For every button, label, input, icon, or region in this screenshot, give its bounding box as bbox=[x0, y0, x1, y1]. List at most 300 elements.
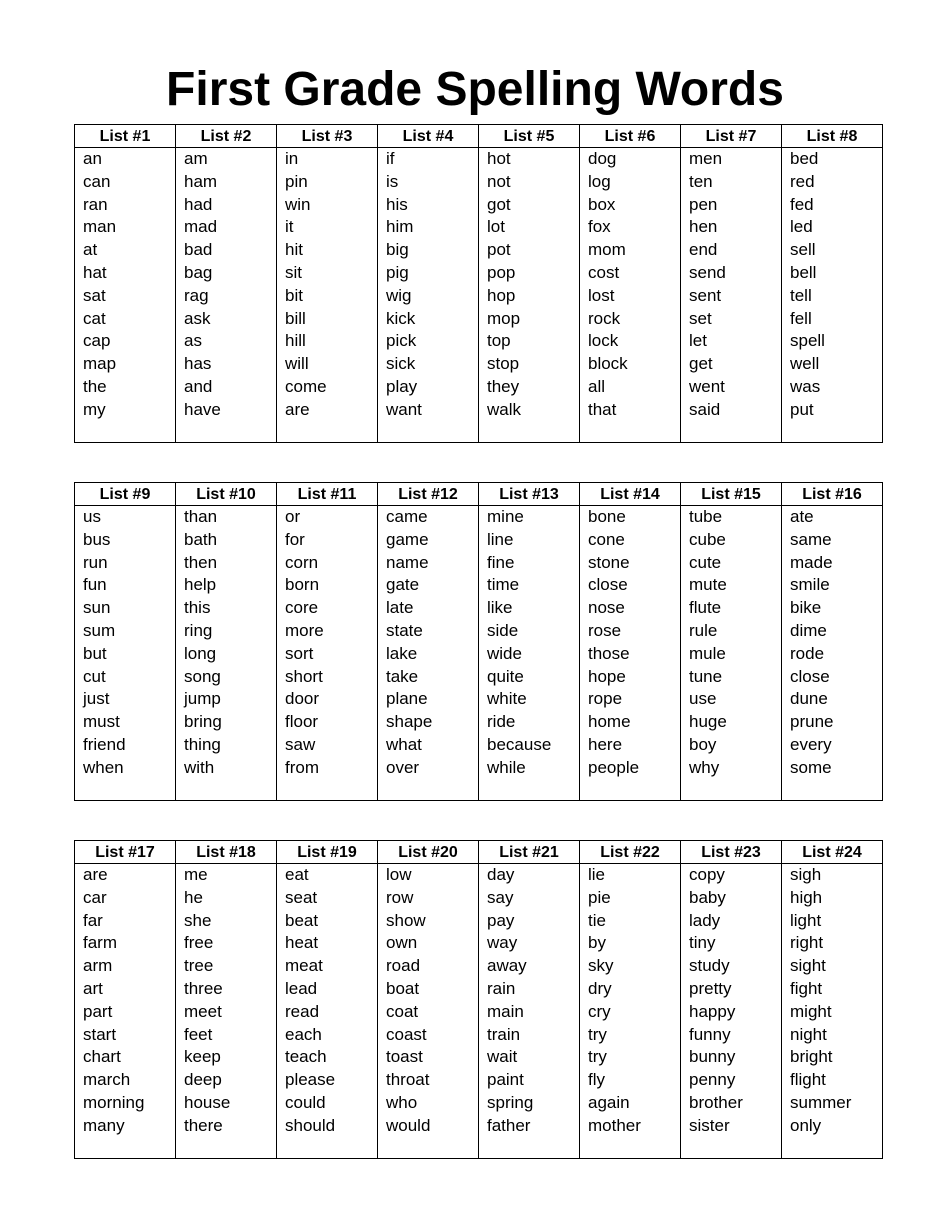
spelling-word: sell bbox=[790, 240, 816, 260]
spelling-table-2 bbox=[74, 482, 883, 801]
list-header: List #12 bbox=[378, 483, 479, 506]
spelling-word: map bbox=[83, 354, 117, 374]
spelling-word: mad bbox=[184, 217, 218, 237]
list-header: List #16 bbox=[782, 483, 883, 506]
spelling-word: fly bbox=[588, 1070, 605, 1090]
spelling-word: let bbox=[689, 331, 707, 351]
spelling-word: floor bbox=[285, 712, 319, 732]
spelling-word: smile bbox=[790, 575, 830, 595]
spelling-word: in bbox=[285, 149, 299, 168]
spelling-word: fox bbox=[588, 217, 611, 237]
table-words-row bbox=[75, 506, 883, 801]
spelling-word: close bbox=[790, 666, 830, 686]
spelling-word: meat bbox=[285, 956, 323, 976]
word-column bbox=[277, 506, 378, 801]
spelling-word: end bbox=[689, 240, 718, 260]
spelling-word: hope bbox=[588, 666, 626, 686]
spelling-word: am bbox=[184, 149, 208, 168]
spelling-word: well bbox=[790, 354, 820, 374]
spelling-word: each bbox=[285, 1024, 322, 1044]
spelling-word: with bbox=[184, 757, 215, 777]
spelling-word: road bbox=[386, 956, 421, 976]
spelling-word: march bbox=[83, 1070, 131, 1090]
spelling-word: stone bbox=[588, 552, 630, 572]
spelling-word: own bbox=[386, 933, 418, 953]
spelling-word: bright bbox=[790, 1047, 833, 1067]
spelling-word: keep bbox=[184, 1047, 221, 1067]
spelling-table-3 bbox=[74, 840, 883, 1159]
spelling-word: him bbox=[386, 217, 414, 237]
spelling-word: bag bbox=[184, 262, 213, 282]
spelling-word: has bbox=[184, 354, 212, 374]
spelling-word: kick bbox=[386, 308, 416, 328]
spelling-word: chart bbox=[83, 1047, 121, 1067]
spelling-word: she bbox=[184, 910, 212, 930]
spelling-word: rain bbox=[487, 978, 516, 998]
spelling-word: low bbox=[386, 865, 412, 884]
spelling-word: penny bbox=[689, 1070, 736, 1090]
spelling-word: are bbox=[83, 865, 108, 884]
spelling-word: wig bbox=[386, 285, 412, 305]
spelling-word: and bbox=[184, 376, 213, 396]
spelling-word: same bbox=[790, 529, 832, 549]
spelling-word: short bbox=[285, 666, 323, 686]
list-header: List #13 bbox=[479, 483, 580, 506]
spelling-word: part bbox=[83, 1001, 113, 1021]
spelling-word: long bbox=[184, 643, 217, 663]
spelling-word: toast bbox=[386, 1047, 423, 1067]
spelling-word: lady bbox=[689, 910, 721, 930]
spelling-word: set bbox=[689, 308, 712, 328]
list-header: List #9 bbox=[75, 483, 176, 506]
spelling-word: cat bbox=[83, 308, 106, 328]
spelling-word: free bbox=[184, 933, 214, 953]
spelling-word: cute bbox=[689, 552, 722, 572]
spelling-word: said bbox=[689, 399, 721, 419]
spelling-word: rope bbox=[588, 689, 623, 709]
spelling-word: tube bbox=[689, 507, 723, 526]
spelling-word: ask bbox=[184, 308, 211, 328]
word-list bbox=[378, 148, 478, 422]
spelling-word: over bbox=[386, 757, 420, 777]
word-list bbox=[479, 864, 579, 1138]
word-list bbox=[277, 148, 377, 422]
list-header: List #23 bbox=[681, 841, 782, 864]
spelling-word: pin bbox=[285, 171, 308, 191]
spelling-word: spring bbox=[487, 1092, 534, 1112]
word-column bbox=[580, 864, 681, 1159]
spelling-word: red bbox=[790, 171, 815, 191]
spelling-word: just bbox=[83, 689, 110, 709]
spelling-word: train bbox=[487, 1024, 521, 1044]
spelling-word: away bbox=[487, 956, 527, 976]
spelling-word: tie bbox=[588, 910, 606, 930]
spelling-word: here bbox=[588, 734, 623, 754]
spelling-word: more bbox=[285, 620, 324, 640]
word-column bbox=[176, 864, 277, 1159]
spelling-word: ten bbox=[689, 171, 713, 191]
list-header: List #22 bbox=[580, 841, 681, 864]
word-column bbox=[782, 506, 883, 801]
spelling-word: lock bbox=[588, 331, 619, 351]
list-header: List #17 bbox=[75, 841, 176, 864]
spelling-word: tree bbox=[184, 956, 214, 976]
spelling-word: bell bbox=[790, 262, 817, 282]
spelling-word: wait bbox=[487, 1047, 518, 1067]
spelling-word: dime bbox=[790, 620, 827, 640]
spelling-word: have bbox=[184, 399, 221, 419]
word-column bbox=[176, 148, 277, 443]
list-header: List #19 bbox=[277, 841, 378, 864]
word-column bbox=[782, 864, 883, 1159]
spelling-word: want bbox=[386, 399, 422, 419]
list-header: List #14 bbox=[580, 483, 681, 506]
spelling-word: rode bbox=[790, 643, 825, 663]
spelling-word: hat bbox=[83, 262, 107, 282]
list-header: List #11 bbox=[277, 483, 378, 506]
spelling-word: box bbox=[588, 194, 616, 214]
word-column bbox=[176, 506, 277, 801]
spelling-word: put bbox=[790, 399, 814, 419]
spelling-word: coast bbox=[386, 1024, 427, 1044]
spelling-word: time bbox=[487, 575, 520, 595]
spelling-table-1 bbox=[74, 124, 883, 443]
spelling-word: cut bbox=[83, 666, 106, 686]
spelling-word: pot bbox=[487, 240, 511, 260]
spelling-word: get bbox=[689, 354, 713, 374]
word-list bbox=[176, 148, 276, 422]
spelling-word: pie bbox=[588, 887, 611, 907]
spelling-word: mop bbox=[487, 308, 521, 328]
list-header: List #7 bbox=[681, 125, 782, 148]
word-list bbox=[277, 864, 377, 1138]
spelling-word: stop bbox=[487, 354, 520, 374]
spelling-word: lie bbox=[588, 865, 606, 884]
spelling-word: meet bbox=[184, 1001, 222, 1021]
spelling-word: at bbox=[83, 240, 98, 260]
spelling-word: sent bbox=[689, 285, 722, 305]
spelling-word: copy bbox=[689, 865, 725, 884]
spelling-word: while bbox=[487, 757, 526, 777]
spelling-word: help bbox=[184, 575, 217, 595]
list-header: List #18 bbox=[176, 841, 277, 864]
spelling-word: core bbox=[285, 598, 319, 618]
spelling-word: house bbox=[184, 1092, 231, 1112]
spelling-word: home bbox=[588, 712, 631, 732]
spelling-word: sort bbox=[285, 643, 314, 663]
spelling-word: it bbox=[285, 217, 294, 237]
spelling-word: again bbox=[588, 1092, 630, 1112]
spelling-word: morning bbox=[83, 1092, 145, 1112]
spelling-word: heat bbox=[285, 933, 319, 953]
spelling-word: coat bbox=[386, 1001, 419, 1021]
spelling-word: shape bbox=[386, 712, 433, 732]
spelling-word: hill bbox=[285, 331, 306, 351]
word-column bbox=[479, 506, 580, 801]
spelling-word: state bbox=[386, 620, 423, 640]
word-column bbox=[479, 148, 580, 443]
spelling-word: play bbox=[386, 376, 418, 396]
spelling-word: plane bbox=[386, 689, 428, 709]
list-header: List #24 bbox=[782, 841, 883, 864]
word-list bbox=[782, 864, 882, 1138]
spelling-word: send bbox=[689, 262, 726, 282]
spelling-word: cry bbox=[588, 1001, 611, 1021]
spelling-word: bring bbox=[184, 712, 222, 732]
word-list bbox=[681, 148, 781, 422]
spelling-word: sigh bbox=[790, 865, 822, 884]
spelling-word: fight bbox=[790, 978, 823, 998]
spelling-word: are bbox=[285, 399, 310, 419]
spelling-word: late bbox=[386, 598, 414, 618]
spelling-word: because bbox=[487, 734, 552, 754]
spelling-word: led bbox=[790, 217, 813, 237]
spelling-word: ring bbox=[184, 620, 213, 640]
spelling-word: mute bbox=[689, 575, 727, 595]
spelling-word: song bbox=[184, 666, 221, 686]
spelling-word: many bbox=[83, 1115, 125, 1135]
spelling-word: all bbox=[588, 376, 606, 396]
word-column bbox=[580, 506, 681, 801]
spelling-word: only bbox=[790, 1115, 822, 1135]
spelling-word: by bbox=[588, 933, 606, 953]
spelling-word: flute bbox=[689, 598, 722, 618]
spelling-word: sister bbox=[689, 1115, 730, 1135]
spelling-word: way bbox=[487, 933, 518, 953]
spelling-word: this bbox=[184, 598, 211, 618]
spelling-word: lake bbox=[386, 643, 418, 663]
spelling-word: will bbox=[285, 354, 309, 374]
spelling-word: is bbox=[386, 171, 399, 191]
word-list bbox=[681, 506, 781, 780]
spelling-word: sat bbox=[83, 285, 106, 305]
word-list bbox=[176, 864, 276, 1138]
word-column bbox=[277, 864, 378, 1159]
word-column bbox=[681, 148, 782, 443]
spelling-word: top bbox=[487, 331, 511, 351]
spelling-word: log bbox=[588, 171, 611, 191]
spelling-word: boat bbox=[386, 978, 420, 998]
list-header: List #4 bbox=[378, 125, 479, 148]
spelling-word: light bbox=[790, 910, 822, 930]
spelling-word: fine bbox=[487, 552, 515, 572]
spelling-word: flight bbox=[790, 1070, 826, 1090]
spelling-word: friend bbox=[83, 734, 126, 754]
list-header: List #3 bbox=[277, 125, 378, 148]
spelling-word: sit bbox=[285, 262, 302, 282]
spelling-word: try bbox=[588, 1024, 607, 1044]
spelling-word: right bbox=[790, 933, 824, 953]
spelling-word: father bbox=[487, 1115, 531, 1135]
spelling-word: or bbox=[285, 507, 301, 526]
spelling-word: ate bbox=[790, 507, 814, 526]
spelling-word: those bbox=[588, 643, 630, 663]
list-header: List #21 bbox=[479, 841, 580, 864]
table-header-row bbox=[75, 125, 883, 148]
spelling-word: born bbox=[285, 575, 320, 595]
spelling-word: should bbox=[285, 1115, 336, 1135]
spelling-word: lead bbox=[285, 978, 318, 998]
spelling-word: people bbox=[588, 757, 640, 777]
spelling-word: close bbox=[588, 575, 628, 595]
spelling-word: made bbox=[790, 552, 833, 572]
spelling-word: bath bbox=[184, 529, 218, 549]
spelling-word: big bbox=[386, 240, 409, 260]
spelling-word: boy bbox=[689, 734, 717, 754]
spelling-word: prune bbox=[790, 712, 834, 732]
word-list bbox=[75, 148, 175, 422]
spelling-word: far bbox=[83, 910, 103, 930]
spelling-word: cap bbox=[83, 331, 111, 351]
spelling-word: might bbox=[790, 1001, 832, 1021]
spelling-word: rag bbox=[184, 285, 209, 305]
spelling-word: pretty bbox=[689, 978, 732, 998]
spelling-word: man bbox=[83, 217, 117, 237]
spelling-word: start bbox=[83, 1024, 117, 1044]
spelling-word: bone bbox=[588, 507, 626, 526]
page-title: First Grade Spelling Words bbox=[166, 63, 784, 116]
spelling-word: use bbox=[689, 689, 717, 709]
spelling-word: sight bbox=[790, 956, 826, 976]
spelling-word: bike bbox=[790, 598, 822, 618]
spelling-word: take bbox=[386, 666, 419, 686]
spelling-word: his bbox=[386, 194, 408, 214]
spelling-word: cost bbox=[588, 262, 620, 282]
spelling-word: cone bbox=[588, 529, 625, 549]
spelling-word: sky bbox=[588, 956, 614, 976]
spelling-word: some bbox=[790, 757, 832, 777]
spelling-word: bill bbox=[285, 308, 306, 328]
word-list bbox=[277, 506, 377, 780]
spelling-word: pen bbox=[689, 194, 718, 214]
list-header: List #8 bbox=[782, 125, 883, 148]
spelling-word: from bbox=[285, 757, 319, 777]
word-list bbox=[378, 864, 478, 1138]
word-list bbox=[580, 864, 680, 1138]
word-list bbox=[681, 864, 781, 1138]
spelling-word: paint bbox=[487, 1070, 524, 1090]
spelling-word: teach bbox=[285, 1047, 327, 1067]
word-column bbox=[75, 864, 176, 1159]
spelling-word: mother bbox=[588, 1115, 641, 1135]
list-header: List #15 bbox=[681, 483, 782, 506]
spelling-word: door bbox=[285, 689, 320, 709]
spelling-word: bed bbox=[790, 149, 819, 168]
spelling-word: arm bbox=[83, 956, 113, 976]
spelling-word: win bbox=[285, 194, 311, 214]
spelling-word: game bbox=[386, 529, 429, 549]
word-list bbox=[479, 148, 579, 422]
spelling-word: cube bbox=[689, 529, 726, 549]
spelling-word: he bbox=[184, 887, 203, 907]
spelling-word: bit bbox=[285, 285, 303, 305]
spelling-word: than bbox=[184, 507, 218, 526]
spelling-word: block bbox=[588, 354, 628, 374]
word-list bbox=[782, 506, 882, 780]
spelling-word: ride bbox=[487, 712, 516, 732]
spelling-word: was bbox=[790, 376, 821, 396]
spelling-word: what bbox=[386, 734, 422, 754]
spelling-word: baby bbox=[689, 887, 726, 907]
spelling-word: my bbox=[83, 399, 106, 419]
spelling-word: us bbox=[83, 507, 101, 526]
spelling-word: as bbox=[184, 331, 202, 351]
list-header: List #6 bbox=[580, 125, 681, 148]
word-list bbox=[580, 506, 680, 780]
spelling-word: throat bbox=[386, 1070, 430, 1090]
spelling-word: pop bbox=[487, 262, 516, 282]
spelling-word: say bbox=[487, 887, 514, 907]
spelling-word: show bbox=[386, 910, 426, 930]
spelling-word: study bbox=[689, 956, 730, 976]
spelling-word: car bbox=[83, 887, 107, 907]
table-header-row bbox=[75, 841, 883, 864]
spelling-word: they bbox=[487, 376, 520, 396]
spelling-word: feet bbox=[184, 1024, 213, 1044]
spelling-word: bus bbox=[83, 529, 111, 549]
spelling-word: eat bbox=[285, 865, 309, 884]
spelling-word: try bbox=[588, 1047, 607, 1067]
word-column bbox=[378, 148, 479, 443]
spelling-word: lost bbox=[588, 285, 615, 305]
word-list bbox=[378, 506, 478, 780]
spelling-word: saw bbox=[285, 734, 316, 754]
list-header: List #10 bbox=[176, 483, 277, 506]
spelling-word: mule bbox=[689, 643, 726, 663]
spelling-word: corn bbox=[285, 552, 319, 572]
spelling-word: bunny bbox=[689, 1047, 736, 1067]
spelling-word: high bbox=[790, 887, 823, 907]
spelling-word: there bbox=[184, 1115, 223, 1135]
spelling-word: rose bbox=[588, 620, 622, 640]
spelling-word: who bbox=[386, 1092, 418, 1112]
table-words-row bbox=[75, 148, 883, 443]
spelling-word: nose bbox=[588, 598, 625, 618]
spelling-word: fun bbox=[83, 575, 107, 595]
spelling-word: jump bbox=[184, 689, 221, 709]
spelling-word: went bbox=[689, 376, 725, 396]
spelling-word: hot bbox=[487, 149, 511, 168]
spelling-word: must bbox=[83, 712, 120, 732]
spelling-word: mom bbox=[588, 240, 626, 260]
spelling-word: hit bbox=[285, 240, 303, 260]
spelling-word: farm bbox=[83, 933, 117, 953]
spelling-word: but bbox=[83, 643, 107, 663]
spelling-word: beat bbox=[285, 910, 319, 930]
spelling-word: side bbox=[487, 620, 519, 640]
spelling-word: dry bbox=[588, 978, 612, 998]
list-header: List #5 bbox=[479, 125, 580, 148]
word-list bbox=[75, 506, 175, 780]
table-words-row bbox=[75, 864, 883, 1159]
list-header: List #1 bbox=[75, 125, 176, 148]
table-header-row bbox=[75, 483, 883, 506]
spelling-word: pay bbox=[487, 910, 515, 930]
spelling-word: ran bbox=[83, 194, 108, 214]
word-list bbox=[580, 148, 680, 422]
spelling-word: dune bbox=[790, 689, 828, 709]
spelling-word: night bbox=[790, 1024, 827, 1044]
spelling-word: hop bbox=[487, 285, 516, 305]
spelling-word: happy bbox=[689, 1001, 736, 1021]
spelling-word: men bbox=[689, 149, 723, 168]
spelling-word: an bbox=[83, 149, 102, 168]
spelling-word: when bbox=[83, 757, 124, 777]
spelling-word: why bbox=[689, 757, 720, 777]
spelling-word: the bbox=[83, 376, 107, 396]
spelling-word: would bbox=[386, 1115, 431, 1135]
spelling-word: huge bbox=[689, 712, 727, 732]
